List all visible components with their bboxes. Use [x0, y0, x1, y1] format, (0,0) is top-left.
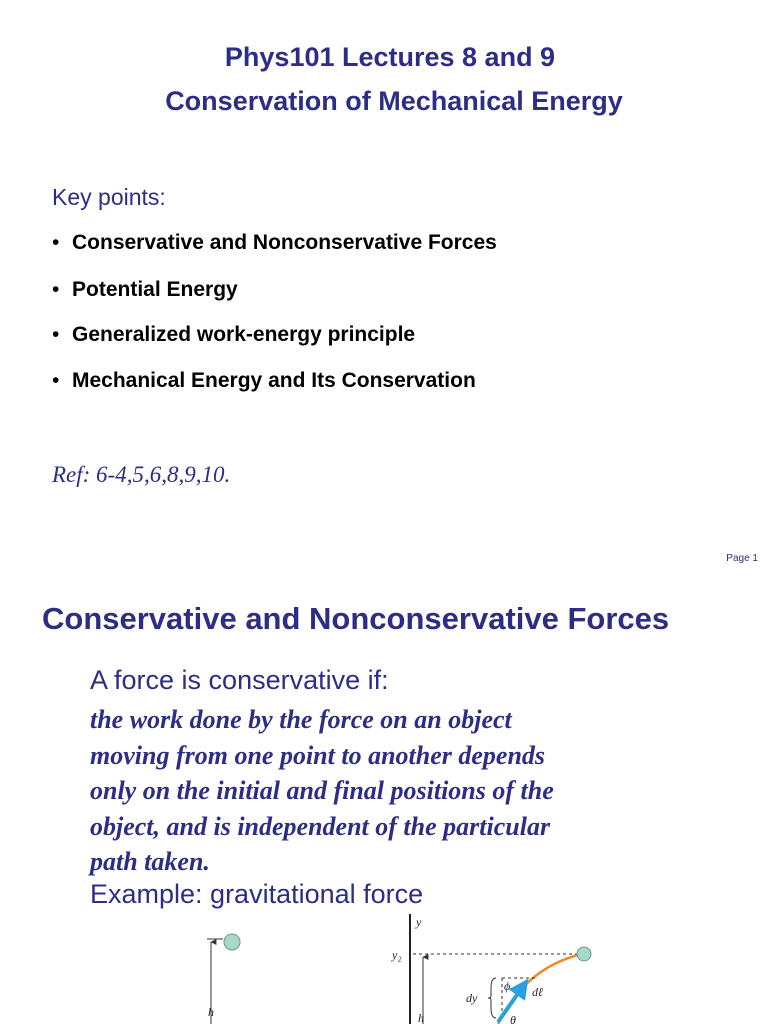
ball-left [224, 934, 240, 950]
bullet-item [52, 231, 497, 255]
key-points-label: Key points: [52, 184, 166, 210]
reference-text: Ref: 6-4,5,6,8,9,10. [52, 462, 231, 487]
definition-text [90, 702, 650, 880]
y2-label: y₂ [392, 948, 402, 962]
example-label: Example: gravitational force [90, 879, 424, 909]
definition-line: the work done by the force on an object [90, 705, 512, 734]
y-axis-label: y [416, 915, 422, 929]
bullet-text: Mechanical Energy and Its Conservation [72, 369, 476, 392]
height-label-right: h [418, 1011, 424, 1024]
page-number: Page 1 [726, 553, 758, 564]
ball-right [577, 947, 591, 961]
bullet-text: Generalized work-energy principle [72, 323, 416, 346]
bullet-marker: • [52, 231, 60, 254]
slide1-title-line2: Conservation of Mechanical Energy [165, 86, 623, 116]
bullet-text: Potential Energy [72, 278, 238, 301]
dy-label: dy [466, 991, 478, 1005]
definition-line: moving from one point to another depends [90, 740, 546, 770]
bullet-marker: • [52, 323, 60, 346]
bullet-text: Conservative and Nonconservative Forces [72, 231, 497, 254]
bullet-item [52, 369, 476, 393]
bullet-marker: • [52, 278, 60, 301]
definition-line: object, and is independent of the particular [90, 811, 551, 841]
height-label-left: h [208, 1005, 214, 1019]
definition-heading: A force is conservative if: [90, 665, 389, 695]
phi-label: ϕ [504, 979, 511, 993]
definition-line: path taken. [90, 847, 210, 876]
bullet-item [52, 323, 415, 347]
slide2-title: Conservative and Nonconservative Forces [42, 601, 670, 636]
theta-label: θ [510, 1013, 516, 1024]
bullet-marker: • [52, 369, 60, 392]
bullet-item [52, 278, 238, 302]
definition-line: only on the initial and final positions of the [90, 776, 554, 805]
dl-label: dℓ [532, 985, 543, 999]
slide1-title-line1: Phys101 Lectures 8 and 9 [224, 42, 556, 72]
gravity-work-figure [180, 912, 620, 1024]
dy-brace [488, 978, 496, 1018]
